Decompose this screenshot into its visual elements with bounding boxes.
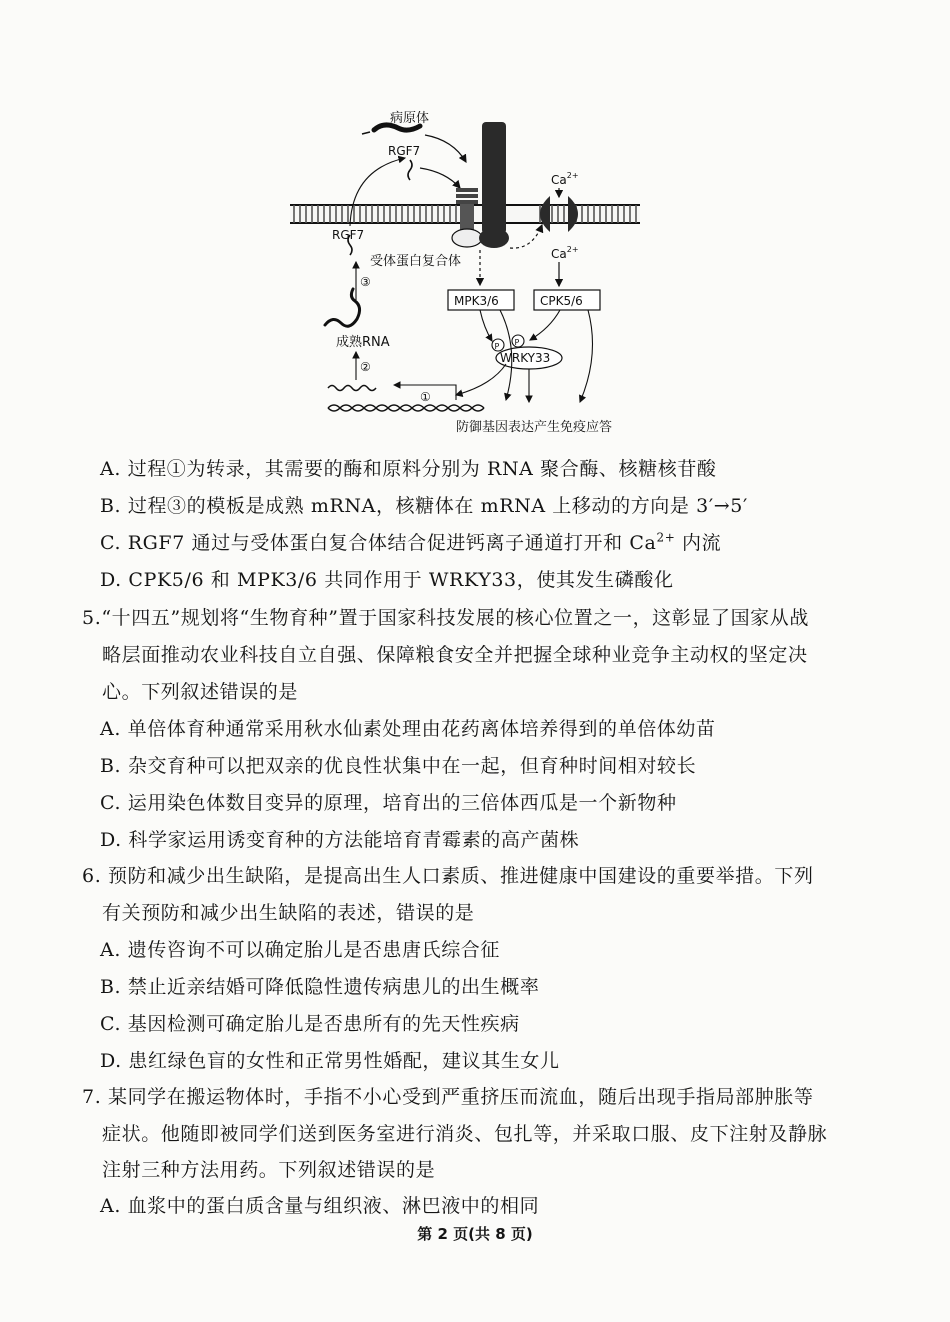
receptor-complex-label: 受体蛋白复合体 [370,254,462,269]
q5-option-d: D. 科学家运用诱变育种的方法能培育青霉素的高产菌株 [100,829,580,851]
rgf7-side-label: RGF7 [332,228,365,242]
dna-double-helix [328,405,484,411]
q6-option-a: A. 遗传咨询不可以确定胎儿是否患唐氏综合征 [100,939,501,961]
q5-stem-line-3: 心。下列叙述错误的是 [102,681,299,703]
wrky-to-dna-arrow [456,364,506,395]
q5-option-b: B. 杂交育种可以把双亲的优良性状集中在一起，但育种时间相对较长 [100,755,697,777]
mature-rna-label: 成熟RNA [336,335,390,350]
pathogen-icon [362,125,420,134]
mpk-to-wrky-arrow [480,310,492,341]
step1-label: ① [420,390,431,404]
q7-option-a: A. 血浆中的蛋白质含量与组织液、淋巴液中的相同 [100,1195,540,1217]
defense-label: 防御基因表达产生免疫应答 [456,420,613,435]
pathogen-label: 病原体 [390,111,430,126]
step3-label: ③ [360,275,371,289]
step2-label: ② [360,360,371,374]
rgf7-top-peptide [408,160,412,180]
phospho-label-2: P [514,338,520,347]
mature-rna-icon [325,289,360,326]
q6-option-c: C. 基因检测可确定胎儿是否患所有的先天性疾病 [100,1013,520,1035]
q6-stem-line-1: 6. 预防和减少出生缺陷，是提高出生人口素质、推进健康中国建设的重要举措。下列 [82,865,814,887]
wrky33-label: WRKY33 [500,351,551,365]
q5-option-c: C. 运用染色体数目变异的原理，培育出的三倍体西瓜是一个新物种 [100,792,677,814]
transcript-strand [328,386,376,391]
q4-option-c-sup: 2+ [656,530,676,545]
q7-stem-line-2: 症状。他随即被同学们送到医务室进行消炎、包扎等，并采取口服、皮下注射及静脉 [102,1123,828,1145]
q5-option-a: A. 单倍体育种通常采用秋水仙素处理由花药离体培养得到的单倍体幼苗 [100,718,716,740]
page-footer: 第 2 页(共 8 页) [417,1225,533,1243]
rgf7-binding-arrow [420,168,460,188]
complex-to-channel-arrow [510,225,542,248]
q6-option-b: B. 禁止近亲结婚可降低隐性遗传病患儿的出生概率 [100,976,540,998]
ca-top-label: $Ca^{2+}$ [551,171,579,187]
receptor-complex [452,122,509,248]
rgf7-top-label: RGF7 [388,144,421,158]
q4-option-d: D. CPK5/6 和 MPK3/6 共同作用于 WRKY33，使其发生磷酸化 [100,569,674,591]
q4-option-c [100,531,721,555]
q4-option-c-tail: 内流 [675,532,722,554]
mpk-label: MPK3/6 [454,294,499,308]
q5-stem-line-1: 5.“十四五”规划将“生物育种”置于国家科技发展的核心位置之一，这彰显了国家从战 [82,607,809,629]
cpk-to-wrky-arrow [530,310,560,340]
immune-signaling-diagram [270,100,680,445]
q6-stem-line-2: 有关预防和减少出生缺陷的表述，错误的是 [102,902,475,924]
q7-stem-line-3: 注射三种方法用药。下列叙述错误的是 [102,1159,436,1181]
cpk-to-defense-arrow [580,310,593,402]
q7-stem-line-1: 7. 某同学在搬运物体时，手指不小心受到严重挤压而流血，随后出现手指局部肿胀等 [82,1086,814,1108]
phospho-label-1: P [494,342,500,351]
cpk-label: CPK5/6 [540,294,583,308]
q4-option-c-text: C. RGF7 通过与受体蛋白复合体结合促进钙离子通道打开和 Ca [100,532,657,554]
pathogen-arrow [425,135,466,162]
q4-option-a: A. 过程①为转录，其需要的酶和原料分别为 RNA 聚合酶、核糖核苷酸 [100,458,717,480]
q4-option-b: B. 过程③的模板是成熟 mRNA，核糖体在 mRNA 上移动的方向是 3′→5′ [100,495,748,517]
q6-option-d: D. 患红绿色盲的女性和正常男性婚配，建议其生女儿 [100,1050,560,1072]
diagram-svg [270,100,680,445]
ca-bottom-label: $Ca^{2+}$ [551,245,579,261]
q5-stem-line-2: 略层面推动农业科技自立自强、保障粮食安全并把握全球种业竞争主动权的坚定决 [102,644,808,666]
